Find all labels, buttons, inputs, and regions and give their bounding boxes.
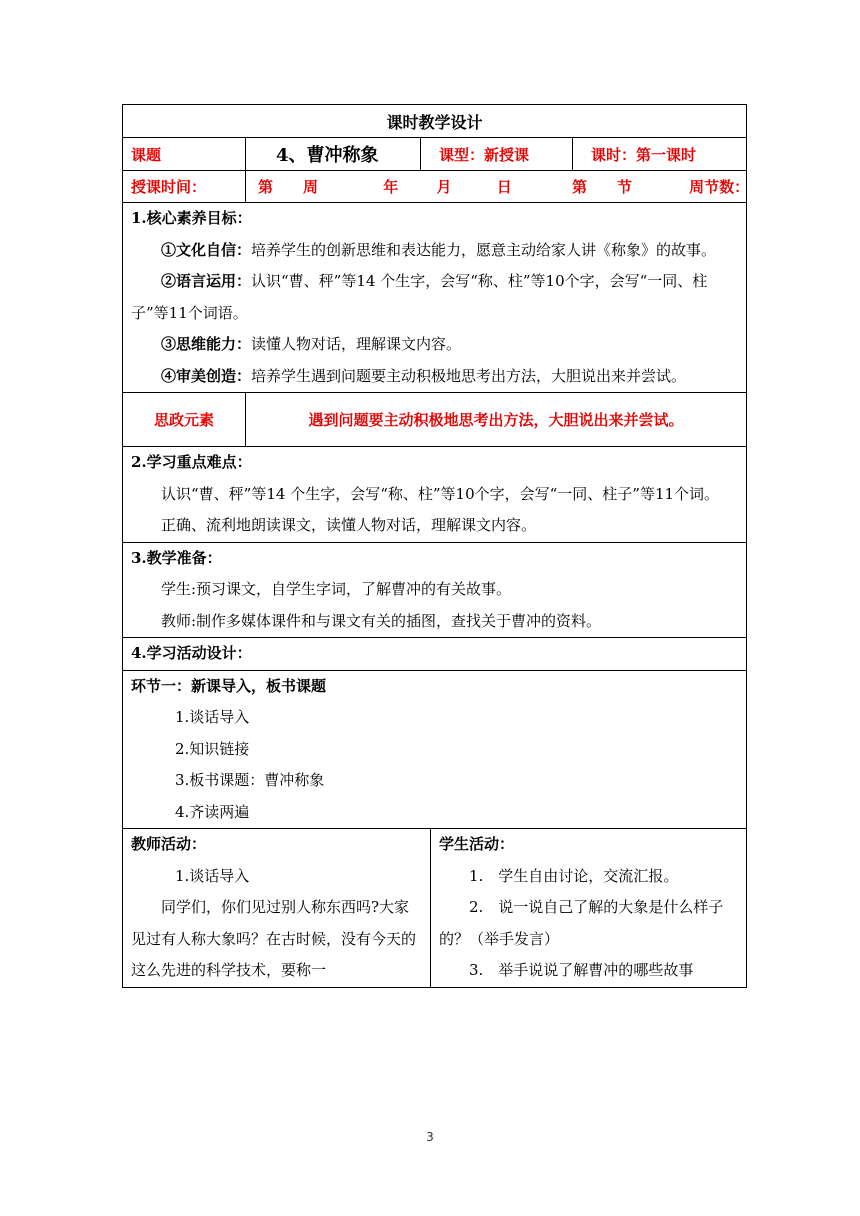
student-activity-item: 2. 说一说自己了解的大象是什么样子的？（举手发言）	[439, 898, 724, 948]
preparation-student: 学生:预习课文，自学生字词，了解曹冲的有关故事。	[161, 580, 512, 598]
key-points-heading: 2.学习重点难点：	[131, 453, 252, 471]
goal-text: 读懂人物对话，理解课文内容。	[251, 335, 462, 353]
stage-step: 4.齐读两遍	[175, 802, 250, 821]
stage-step: 2.知识链接	[175, 739, 250, 758]
topic-value: 4、曹冲称象	[246, 138, 421, 171]
page-number: 3	[426, 1130, 434, 1144]
goals-cell	[123, 203, 747, 393]
topic-label: 课题	[123, 138, 246, 171]
time-label: 授课时间：	[123, 171, 246, 203]
section-field: 第 节	[571, 178, 632, 196]
goals-heading: 1.核心素养目标：	[131, 209, 252, 227]
teacher-activity-heading: 教师活动：	[131, 835, 207, 853]
student-activity-cell	[431, 829, 747, 988]
goal-item	[131, 329, 738, 361]
goal-item	[131, 361, 738, 393]
month-field: 月	[436, 178, 452, 196]
goal-label: ④审美创造：	[161, 366, 252, 385]
activities-heading-cell	[123, 638, 747, 671]
goal-label: ③思维能力：	[161, 335, 252, 353]
preparation-heading: 3.教学准备：	[131, 548, 222, 567]
week-count-field: 周节数：	[689, 178, 750, 196]
time-fields	[246, 171, 750, 203]
goal-label: ①文化自信：	[161, 240, 252, 259]
time-row	[123, 171, 747, 203]
teacher-activity-cell	[123, 829, 431, 988]
student-activity-item: 3. 举手说说了解曹冲的哪些故事	[469, 961, 694, 979]
day-field: 日	[496, 178, 512, 196]
lesson-period: 课时：第一课时	[573, 138, 747, 171]
preparation-row	[123, 542, 747, 638]
activity-columns-row	[123, 829, 747, 988]
meta-row	[123, 138, 747, 171]
student-activity-item: 1. 学生自由讨论，交流汇报。	[469, 866, 679, 885]
key-points-cell	[123, 447, 747, 543]
ideology-label: 思政元素	[123, 393, 246, 447]
stage-one-cell	[123, 670, 747, 829]
ideology-text: 遇到问题要主动积极地思考出方法，大胆说出来并尝试。	[246, 393, 747, 447]
student-activity-heading: 学生活动：	[439, 835, 515, 853]
year-field: 年	[383, 178, 399, 196]
goals-row	[123, 203, 747, 393]
goal-text: 认识“曹、秤”等14 个生字，会写“称、柱”等10个字，会写“一同、柱子”等11个词语。	[131, 272, 708, 322]
preparation-teacher: 教师:制作多媒体课件和与课文有关的插图，查找关于曹冲的资料。	[161, 611, 602, 630]
lesson-type: 课型：新授课	[421, 138, 573, 171]
key-points-row	[123, 447, 747, 543]
ideology-row	[123, 393, 747, 447]
key-points-para: 正确、流利地朗读课文，读懂人物对话，理解课文内容。	[161, 516, 537, 534]
preparation-cell	[123, 542, 747, 638]
teacher-activity-step: 1.谈话导入	[175, 866, 250, 885]
stage-step: 3.板书课题：曹冲称象	[175, 771, 325, 789]
goal-item	[131, 235, 738, 267]
goal-label: ②语言运用：	[161, 272, 252, 290]
activities-heading-row	[123, 638, 747, 671]
activities-heading: 4.学习活动设计：	[131, 644, 252, 662]
goal-item	[131, 266, 738, 329]
goal-text: 培养学生遇到问题要主动积极地思考出方法，大胆说出来并尝试。	[251, 366, 687, 385]
stage-one-row	[123, 670, 747, 829]
stage-one-heading: 环节一：新课导入，板书课题	[131, 676, 327, 695]
goal-text: 培养学生的创新思维和表达能力，愿意主动给家人讲《称象》的故事。	[251, 240, 717, 259]
stage-step: 1.谈话导入	[175, 708, 250, 726]
title-row	[123, 105, 747, 138]
table-title: 课时教学设计	[123, 105, 747, 138]
key-points-para: 认识“曹、秤”等14 个生字，会写“称、柱”等10个字，会写“一同、柱子”等11个词。	[161, 484, 720, 503]
teacher-activity-para: 同学们，你们见过别人称东西吗?大家见过有人称大象吗？在古时候，没有今天的这么先进的科学技术，要称一	[131, 898, 417, 979]
lesson-plan-table	[122, 104, 750, 988]
week-field: 第 周	[258, 178, 319, 196]
